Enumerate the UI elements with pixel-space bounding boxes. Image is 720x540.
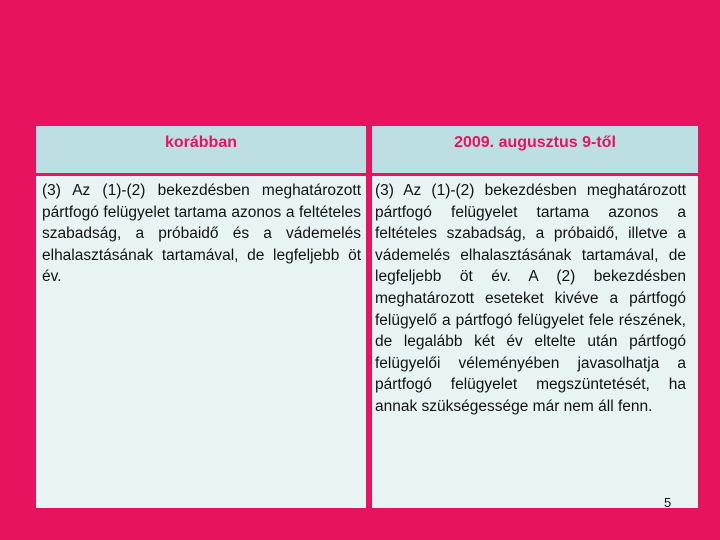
header-previous: korábban xyxy=(36,126,366,173)
comparison-table xyxy=(36,126,698,508)
header-from-2009: 2009. augusztus 9-től xyxy=(372,126,698,173)
page-number: 5 xyxy=(664,495,672,510)
cell-previous-text: (3) Az (1)-(2) bekezdésben meghatározott pártfogó felügyelet tartama azonos a feltételes szabadság, a próbaidő és a vádemelés elhalasztásának tartamával, de legfeljebb öt év. xyxy=(36,176,366,508)
cell-new-text: (3) Az (1)-(2) bekezdésben meghatározott pártfogó felügyelet tartama azonos a feltételes szabadság, a próbaidő, illetve a vádemelés elhalasztásának tartamával, de legfeljebb öt év. A (2) bekezdésben meghatározott eseteket kivéve a pártfogó felügyelő a pártfogó felügyelet fele részének, de legalább két év eltelte után pártfogó felügyelői véleményében javasolhatja a pártfogó felügyelet megszüntetését, ha annak szükségessége már nem áll fenn. xyxy=(372,176,698,508)
